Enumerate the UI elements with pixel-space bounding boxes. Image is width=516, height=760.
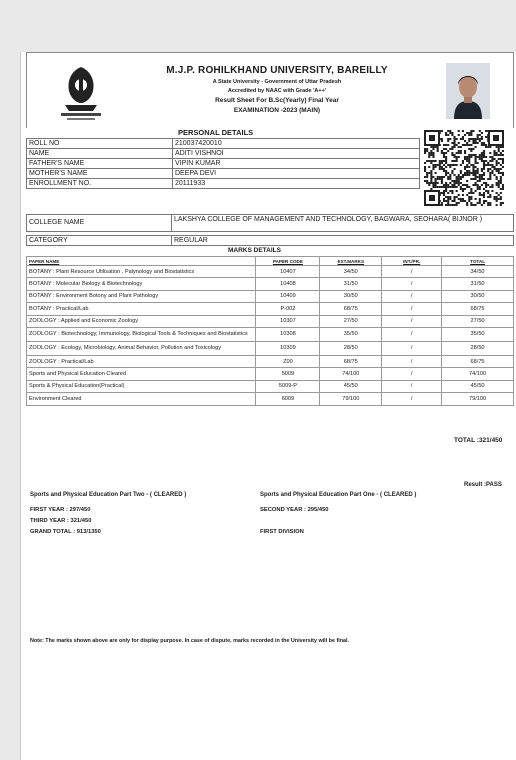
student-photo <box>446 63 490 119</box>
paper-name: Sports & Physical Education(Practical) <box>27 380 256 392</box>
paper-code: 6009 <box>256 393 320 405</box>
grand-total-marks: TOTAL :321/450 <box>454 437 503 444</box>
table-row <box>27 290 514 302</box>
mother-name-label: MOTHER'S NAME <box>27 169 173 179</box>
int-marks: / <box>382 266 442 278</box>
int-marks: / <box>382 278 442 290</box>
ext-marks: 68/75 <box>320 355 382 367</box>
second-year-marks: SECOND YEAR : 295/450 <box>260 507 329 513</box>
sports-part-one-status: Sports and Physical Education Part One - ( CLEARED ) <box>260 492 417 498</box>
col-ext-marks: EXT.MARKS <box>320 257 382 266</box>
father-name-value: VIPIN KUMAR <box>173 159 420 169</box>
paper-code: 10309 <box>256 341 320 355</box>
marks-table <box>26 256 514 406</box>
examination-title: EXAMINATION -2023 (MAIN) <box>233 107 321 114</box>
division: FIRST DIVISION <box>260 529 304 535</box>
paper-name: ZOOLOGY : Practical/Lab <box>27 355 256 367</box>
paper-code: 10308 <box>256 327 320 341</box>
enrollment-value: 20111933 <box>173 179 420 189</box>
ext-marks: 28/50 <box>320 341 382 355</box>
paper-name: BOTANY : Molecular Biology & Biotechnology <box>27 278 256 290</box>
category-value: REGULAR <box>172 235 514 246</box>
paper-code: 10408 <box>256 278 320 290</box>
paper-name: ZOOLOGY : Biotechnology, Immunology, Biological Tools & Techniques and Biostatistics <box>27 327 256 341</box>
accreditation-line: Accredited by NAAC with Grade 'A++' <box>227 88 327 94</box>
qr-code-icon <box>424 130 504 206</box>
page-edge <box>20 52 21 760</box>
table-row <box>27 393 514 405</box>
paper-code: 5009-P <box>256 380 320 392</box>
name-label: NAME <box>27 149 173 159</box>
college-row <box>26 214 514 232</box>
total-marks: 45/50 <box>442 380 514 392</box>
total-marks: 35/50 <box>442 327 514 341</box>
int-marks: / <box>382 303 442 315</box>
ext-marks: 74/100 <box>320 368 382 380</box>
result-status: Result :PASS <box>464 482 502 488</box>
table-row <box>27 139 420 149</box>
table-header-row <box>27 257 514 266</box>
col-paper-name: PAPER NAME <box>27 257 256 266</box>
total-marks: 30/50 <box>442 290 514 302</box>
table-row <box>27 341 514 355</box>
enrollment-label: ENROLLMENT NO. <box>27 179 173 189</box>
paper-code: 10307 <box>256 315 320 327</box>
category-row <box>26 235 514 246</box>
col-total: TOTAL <box>442 257 514 266</box>
total-marks: 31/50 <box>442 278 514 290</box>
table-row <box>27 327 514 341</box>
ext-marks: 30/50 <box>320 290 382 302</box>
paper-name: BOTANY : Practical/Lab <box>27 303 256 315</box>
int-marks: / <box>382 368 442 380</box>
int-marks: / <box>382 380 442 392</box>
paper-name: Environment Cleared <box>27 393 256 405</box>
table-row <box>27 315 514 327</box>
third-year-marks: THIRD YEAR : 321/450 <box>30 518 92 524</box>
ext-marks: 45/50 <box>320 380 382 392</box>
paper-name: Sports and Physical Education Cleared <box>27 368 256 380</box>
first-year-marks: FIRST YEAR : 297/450 <box>30 507 91 513</box>
paper-code: 10409 <box>256 290 320 302</box>
paper-code: P-002 <box>256 303 320 315</box>
college-value: LAKSHYA COLLEGE OF MANAGEMENT AND TECHNOLOGY, BAGWARA, SEOHARA( BIJNOR ) <box>172 214 514 232</box>
college-label: COLLEGE NAME <box>26 214 172 232</box>
int-marks: / <box>382 315 442 327</box>
ext-marks: 27/50 <box>320 315 382 327</box>
father-name-label: FATHER'S NAME <box>27 159 173 169</box>
ext-marks: 31/50 <box>320 278 382 290</box>
roll-no-label: ROLL NO <box>27 139 173 149</box>
disclaimer-note: Note: The marks shown above are only for display purpose. In case of dispute, marks recorded in the University will be final. <box>30 638 350 644</box>
table-row <box>27 380 514 392</box>
int-marks: / <box>382 355 442 367</box>
result-sheet-title: Result Sheet For B.Sc(Yearly) Final Year <box>215 97 339 104</box>
table-row <box>27 355 514 367</box>
int-marks: / <box>382 341 442 355</box>
ext-marks: 35/50 <box>320 327 382 341</box>
table-row <box>27 278 514 290</box>
ext-marks: 68/75 <box>320 303 382 315</box>
total-marks: 28/50 <box>442 341 514 355</box>
paper-name: BOTANY : Plant Resource Utilisation , Palynology and Biostatistics <box>27 266 256 278</box>
paper-code: 10407 <box>256 266 320 278</box>
total-marks: 68/75 <box>442 355 514 367</box>
total-marks: 74/100 <box>442 368 514 380</box>
paper-name: BOTANY : Environment Botony and Plant Pathology <box>27 290 256 302</box>
ext-marks: 79/100 <box>320 393 382 405</box>
paper-name: ZOOLOGY : Ecology, Microbiology, Animal Behavior, Pollution and Toxicology <box>27 341 256 355</box>
total-marks: 79/100 <box>442 393 514 405</box>
table-row <box>27 169 420 179</box>
category-label: CATEGORY <box>26 235 172 246</box>
roll-no-value: 210037420010 <box>173 139 420 149</box>
grand-total-line: GRAND TOTAL : 913/1350 <box>30 529 101 535</box>
int-marks: / <box>382 393 442 405</box>
personal-details-title: PERSONAL DETAILS <box>178 128 254 137</box>
result-sheet <box>20 52 516 760</box>
total-marks: 27/50 <box>442 315 514 327</box>
header <box>26 52 514 128</box>
university-name: M.J.P. ROHILKHAND UNIVERSITY, BAREILLY <box>166 65 388 76</box>
table-row <box>27 149 420 159</box>
table-row <box>27 303 514 315</box>
col-int-pr: INT./PR. <box>382 257 442 266</box>
paper-code: 5009 <box>256 368 320 380</box>
university-logo-icon <box>53 61 109 123</box>
name-value: ADITI VISHNOI <box>173 149 420 159</box>
table-row <box>27 266 514 278</box>
table-row <box>27 179 420 189</box>
col-paper-code: PAPER CODE <box>256 257 320 266</box>
paper-name: ZOOLOGY : Applied and Economic Zoology <box>27 315 256 327</box>
state-university-line: A State University - Government of Uttar Pradesh <box>212 79 342 85</box>
int-marks: / <box>382 327 442 341</box>
marks-details-title: MARKS DETAILS <box>228 247 281 254</box>
table-row <box>27 159 420 169</box>
sports-part-two-status: Sports and Physical Education Part Two - ( CLEARED ) <box>30 492 187 498</box>
int-marks: / <box>382 290 442 302</box>
paper-code: Z00 <box>256 355 320 367</box>
mother-name-value: DEEPA DEVI <box>173 169 420 179</box>
total-marks: 68/75 <box>442 303 514 315</box>
ext-marks: 34/50 <box>320 266 382 278</box>
total-marks: 34/50 <box>442 266 514 278</box>
personal-details-table <box>26 138 420 189</box>
table-row <box>27 368 514 380</box>
